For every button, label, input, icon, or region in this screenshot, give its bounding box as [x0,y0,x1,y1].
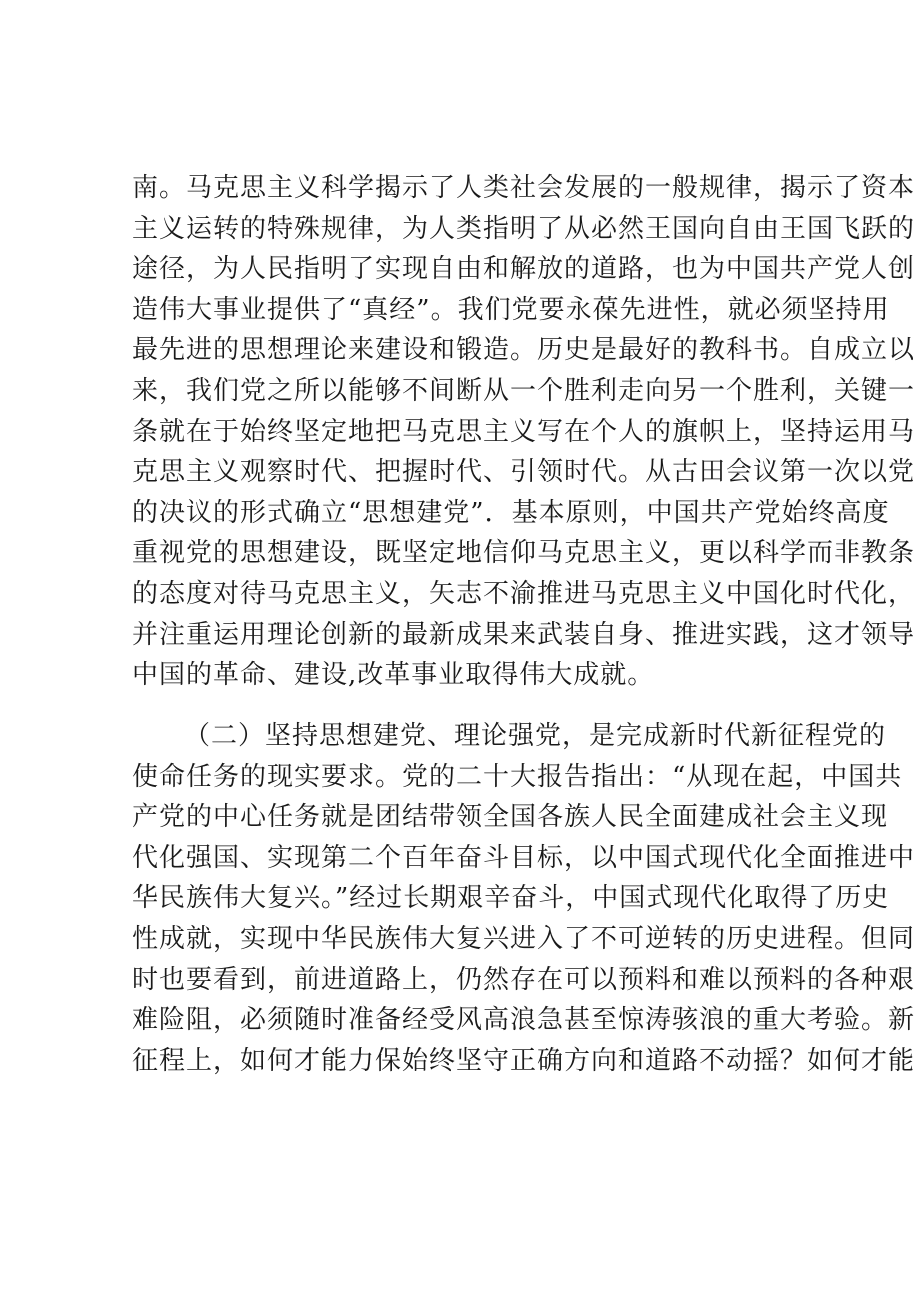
text-line: 重视党的思想建设，既坚定地信仰马克思主义，更以科学而非教条 [132,538,916,569]
text-line: 并注重运用理论创新的最新成果来武装自身、推进实践，这才领导 [132,619,916,650]
paragraph-section-two [132,716,916,1081]
text-line: 的态度对待马克思主义，矢志不渝推进马克思主义中国化时代化， [132,578,916,609]
text-line: 来，我们党之所以能够不间断从一个胜利走向另一个胜利，关键一 [132,375,916,406]
text-line: 难险阻，必须随时准备经受风高浪急甚至惊涛骇浪的重大考验。新 [132,1005,916,1036]
paragraph-marxism-guidance [132,168,916,696]
text-line: 途径，为人民指明了实现自由和解放的道路，也为中国共产党人创 [132,254,916,285]
text-line: 克思主义观察时代、把握时代、引领时代。从古田会议第一次以党 [132,457,916,488]
section-heading-line: （二）坚持思想建党、理论强党，是完成新时代新征程党的 [184,721,887,751]
text-line: 产党的中心任务就是团结带领全国各族人民全面建成社会主义现 [132,802,889,833]
text-line: 中国的革命、建设,改革事业取得伟大成就。 [132,660,655,691]
text-line: 造伟大事业提供了“真经”。我们党要永葆先进性，就必须坚持用 [132,294,890,325]
text-line: 最先进的思想理论来建设和锻造。历史是最好的教科书。自成立以 [132,335,916,366]
text-line: 主义运转的特殊规律，为人类指明了从必然王国向自由王国飞跃的 [132,213,916,244]
text-line: 时也要看到，前进道路上，仍然存在可以预料和难以预料的各种艰 [132,964,916,995]
text-line: 使命任务的现实要求。党的二十大报告指出：“从现在起，中国共 [132,761,903,792]
text-line: 条就在于始终坚定地把马克思主义写在个人的旗帜上，坚持运用马 [132,416,916,447]
text-line: 的决议的形式确立“思想建党”．基本原则，中国共产党始终高度 [132,497,890,528]
text-line: 性成就，实现中华民族伟大复兴进入了不可逆转的历史进程。但同 [132,923,916,954]
text-line: 南。马克思主义科学揭示了人类社会发展的一般规律，揭示了资本 [132,173,916,203]
text-line: 华民族伟大复兴。”经过长期艰辛奋斗，中国式现代化取得了历史 [132,883,890,914]
text-line: 代化强国、实现第二个百年奋斗目标，以中国式现代化全面推进中 [132,842,916,873]
text-line: 征程上，如何才能力保始终坚守正确方向和道路不动摇？如何才能 [132,1045,916,1076]
